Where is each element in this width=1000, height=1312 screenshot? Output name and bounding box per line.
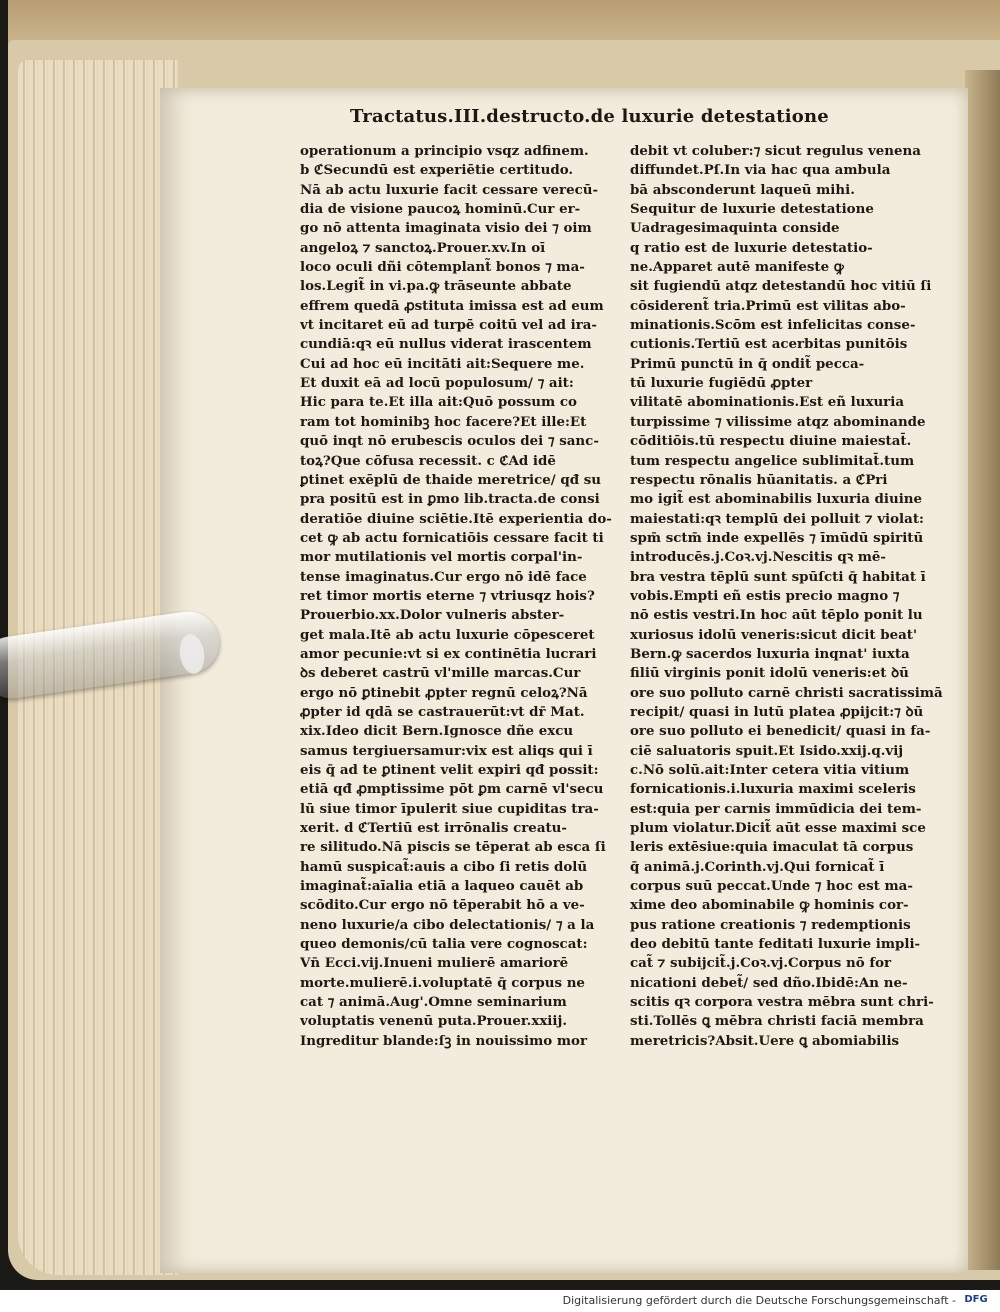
text-line: xuriosus idolū veneris:sicut dicit beat' <box>630 626 918 643</box>
text-line: q̄ animā.j.Corinth.vj.Qui fornicat̃ ī <box>630 858 885 875</box>
text-line: Vn̄ Ecci.vij.Inueni mulierē amariorē <box>300 955 569 972</box>
text-line: cōditiōis.tū respectu diuine maiestat̄. <box>630 433 912 450</box>
text-line: Prouerbio.xx.Dolor vulneris abster- <box>300 607 565 624</box>
text-line: cat ⁊ animā.Aug'.Omne seminarium <box>300 994 567 1011</box>
text-line: bra vestra tēplū sunt spūſcti q̄ habitat ī <box>630 568 926 585</box>
text-line: filiū virginis ponit idolū veneris:et ꝺū <box>630 665 909 682</box>
text-line: ret timor mortis eterne ⁊ vtriusqz hois? <box>300 587 595 604</box>
text-line: effrem quedā ꝓstituta imissa est ad eum <box>300 297 604 314</box>
text-line: voluptatis venenū puta.Prouer.xxiij. <box>300 1013 567 1030</box>
right-text-column <box>630 142 950 1051</box>
text-line: lū siue timor īpulerit siue cupiditas tra- <box>300 800 599 817</box>
text-line: cundiā:qꝛ eū nullus viderat irascentem <box>300 336 592 353</box>
text-line: Uadragesimaquinta conside <box>630 220 840 237</box>
text-line: mo igit̃ est abominabilis luxuria diuine <box>630 491 923 508</box>
text-line: respectu rōnalis hūanitatis. a ℭPri <box>630 471 888 488</box>
text-line: vilitatē abominationis.Est eñ luxuria <box>630 394 905 411</box>
text-line: c.Nō solū.ait:Inter cetera vitia vitium <box>630 762 910 778</box>
text-line: quō inqt nō erubescis oculos dei ⁊ sanc- <box>300 433 599 450</box>
text-line: scōdito.Cur ergo nō tēperabit hō a ve- <box>300 897 585 914</box>
text-line: Cui ad hoc eū incitāti ait:Sequere me. <box>300 355 585 372</box>
text-line: operationum a principio vsqz adfinem. <box>300 143 589 159</box>
text-line: Ingreditur blande:ſꝫ in nouissimo mor <box>300 1032 588 1049</box>
text-line: samus tergiuersamur:vix est aliqs qui ī <box>300 742 593 759</box>
text-line: imaginat̃:aīalia etiā a laqueo cauēt ab <box>300 878 584 895</box>
text-line: deo debitū tante feditati luxurie impli- <box>630 936 921 953</box>
text-line: Et duxit eā ad locū populosum/ ⁊ ait: <box>300 375 574 392</box>
text-line: introducēs.j.Coꝛ.vj.Nescitis qꝛ mē- <box>630 549 886 566</box>
text-line: ciē saluatoris spuit.Et Isido.xxij.q.vij <box>630 742 904 759</box>
text-line: go nō attenta imaginata visio dei ⁊ oim <box>300 220 592 237</box>
book-page <box>160 88 968 1273</box>
text-line: sti.Tollēs ꝗ mēbra christi faciā membra <box>630 1013 924 1030</box>
text-line: est:quia per carnis immūdicia dei tem- <box>630 800 922 817</box>
text-line: plum violatur.Dicit̃ aūt esse maximi sce <box>630 820 926 837</box>
text-line: vt incitaret eū ad turpē coitū vel ad ira- <box>300 317 597 334</box>
text-line: cet ꝙ ab actu fornicatiōis cessare facit ti <box>300 529 604 546</box>
text-line: angeloꝝ ⁊ sanctoꝝ.Prouer.xv.In oī <box>300 239 546 256</box>
text-line: Bern.ꝙ sacerdos luxuria inqnat' iuxta <box>630 645 910 662</box>
text-line: etiā qđ ꝓmptissime pōt ꝑm carnē vl'secu <box>300 781 604 798</box>
text-line: xix.Ideo dicit Bern.Ignosce dñe excu <box>300 723 574 740</box>
text-line: get mala.Itē ab actu luxurie cōpesceret <box>300 626 595 643</box>
text-line: morte.mulierē.i.voluptatē q̄ corpus ne <box>300 974 585 991</box>
text-line: tense imaginatus.Cur ergo nō idē face <box>300 568 587 585</box>
text-line: leris extēsiue:quia imaculat tā corpus <box>630 839 914 856</box>
text-line: deratiōe diuine sciētie.Itē experientia do- <box>300 510 612 527</box>
text-line: q ratio est de luxurie detestatio- <box>630 239 873 256</box>
text-line: recipit/ quasi in lutū platea ꝓpijcit:⁊ ꝺū <box>630 703 924 720</box>
text-line: los.Legit̃ in vi.pa.ꝙ trāseunte abbate <box>300 278 572 295</box>
text-line: meretricis?Absit.Uere ꝗ abomiabilis <box>630 1032 900 1049</box>
text-line: Primū punctū in q̄ ondit̃ pecca- <box>630 355 865 372</box>
book-right-edge <box>965 70 1000 1270</box>
text-line: hamū suspicat̃:auis a cibo ſi retis dolū <box>300 858 588 875</box>
dfg-logo: DFG <box>964 1294 988 1305</box>
text-line: re silitudo.Nā piscis se tēperat ab esca ſi <box>300 839 606 856</box>
text-line: spm̄ sctm̄ inde expellēs ⁊ īmūdū spiritū <box>630 529 924 546</box>
text-line: maiestati:qꝛ templū dei polluit ⁊ violat: <box>630 510 924 527</box>
text-line: cat̃ ⁊ subijcit̃.j.Coꝛ.vj.Corpus nō for <box>630 955 892 972</box>
text-line: Nā ab actu luxurie facit cessare verecū- <box>300 181 599 198</box>
text-line: debit vt coluber:⁊ sicut regulus venena <box>630 143 921 159</box>
footer-credit: Digitalisierung gefördert durch die Deutsche Forschungsgemeinschaft - <box>562 1294 956 1307</box>
text-line: neno luxurie/a cibo delectationis/ ⁊ a la <box>300 916 595 933</box>
text-line: mor mutilationis vel mortis corpal'in- <box>300 549 583 566</box>
text-line: ore suo polluto ei benedicit/ quasi in fa- <box>630 723 931 740</box>
text-line: ꝺs deberet castrū vl'mille marcas.Cur <box>300 665 581 682</box>
text-line: xime deo abominabile ꝙ hominis cor- <box>630 897 909 914</box>
text-line: tū luxurie fugiēdū ꝓpter <box>630 375 813 392</box>
text-line: diffundet.Pſ.In via hac qua ambula <box>630 162 891 179</box>
text-line: ne.Apparet autē manifeste ꝙ <box>630 259 844 276</box>
footer-bar <box>0 1290 1000 1312</box>
text-line: tum respectu angelice sublimitat̄.tum <box>630 452 915 469</box>
text-line: Sequitur de luxurie detestatione <box>630 201 874 218</box>
text-line: minationis.Scōm est infelicitas conse- <box>630 317 916 334</box>
text-line: Hic para te.Et illa ait:Quō possum co <box>300 394 577 411</box>
text-line: eis q̄ ad te ꝑtinent velit expiri qđ possit: <box>300 762 599 778</box>
text-line: loco oculi dñi cōtemplant̃ bonos ⁊ ma- <box>300 259 585 276</box>
text-line: toꝝ?Que cōfusa recessit. c ℭAd idē <box>300 452 556 469</box>
text-line: ram tot hominibꝫ hoc facere?Et ille:Et <box>300 413 587 430</box>
text-line: cutionis.Tertiū est acerbitas punitōis <box>630 336 908 353</box>
left-text-column <box>300 142 615 1051</box>
text-line: corpus suū peccat.Unde ⁊ hoc est ma- <box>630 878 913 895</box>
text-line: sit fugiendū atqz detestandū hoc vitiū ſi <box>630 278 932 295</box>
text-line: turpissime ⁊ vilissime atqz abominande <box>630 413 926 430</box>
text-line: pra positū est in ꝑmo lib.tracta.de consi <box>300 491 600 508</box>
text-line: ꝑtinet exēplū de thaide meretrice/ qđ su <box>300 471 601 488</box>
text-line: cōsiderent̃ tria.Primū est vilitas abo- <box>630 297 906 314</box>
text-line: vobis.Empti eñ estis precio magno ⁊ <box>630 587 900 604</box>
text-line: ꝓpter id qdā se castrauerūt:vt dr̄ Mat. <box>300 703 585 720</box>
text-line: nō estis vestri.In hoc aūt tēplo ponit lu <box>630 607 923 624</box>
text-line: fornicationis.i.luxuria maximi sceleris <box>630 781 916 798</box>
text-line: b ℭSecundū est experiētie certitudo. <box>300 162 574 179</box>
text-line: queo demonis/cū talia vere cognoscat: <box>300 936 588 953</box>
text-line: scitis qꝛ corpora vestra mēbra sunt chri- <box>630 994 934 1011</box>
text-line: dia de visione paucoꝝ hominū.Cur er- <box>300 201 581 218</box>
text-line: xerit. d ℭTertiū est irrōnalis creatu- <box>300 820 567 837</box>
text-line: pus ratione creationis ⁊ redemptionis <box>630 916 911 933</box>
text-line: ergo nō ꝑtinebit ꝓpter regnū celoꝝ?Nā <box>300 684 588 701</box>
text-line: amor pecunie:vt si ex continētia lucrari <box>300 645 597 662</box>
text-line: nicationi debet̃/ sed dño.Ibidē:An ne- <box>630 974 908 991</box>
text-line: ore suo polluto carnē christi sacratissimā <box>630 684 943 701</box>
text-line: bā absconderunt laqueū mihi. <box>630 181 855 198</box>
running-title: Tractatus.III.destructo.de luxurie detestatione <box>350 106 829 127</box>
